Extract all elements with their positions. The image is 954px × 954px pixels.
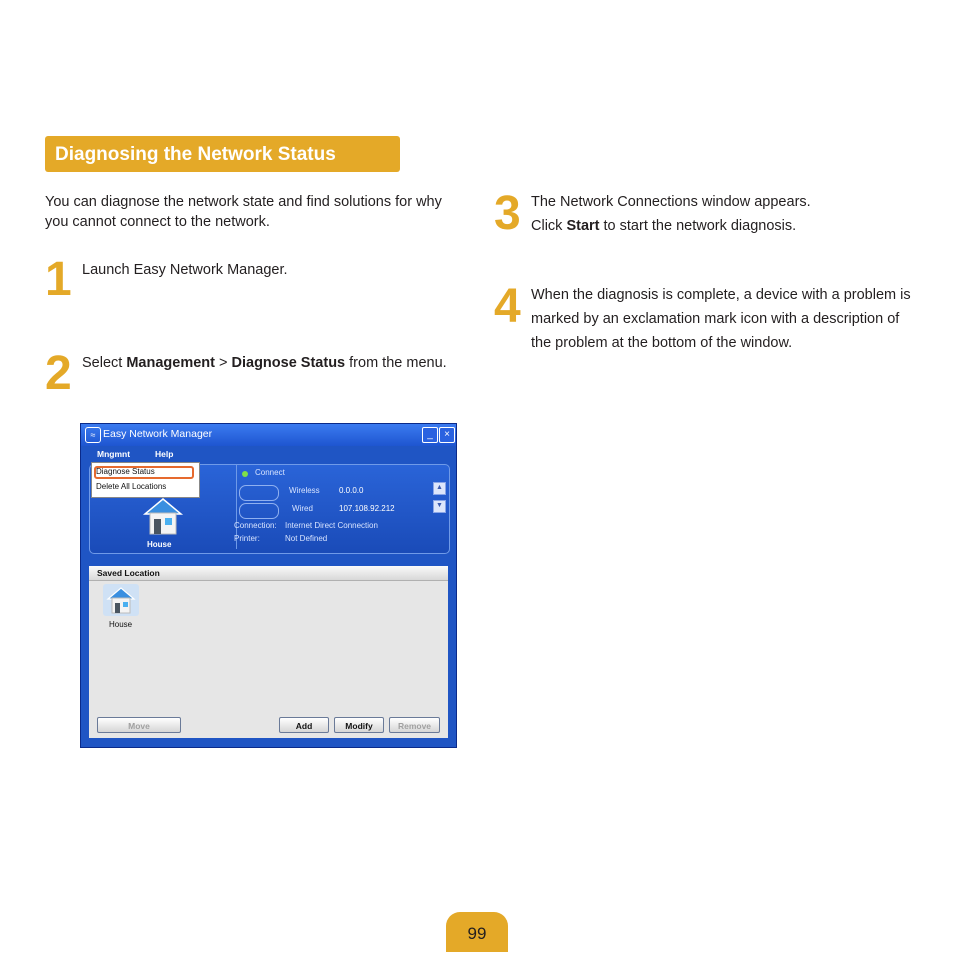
modify-button[interactable]: Modify: [334, 717, 384, 733]
connect-status-icon: [242, 471, 248, 477]
step-text-3: The Network Connections window appears. Click Start to start the network diagnosis.: [531, 194, 811, 234]
saved-location-header: [89, 566, 448, 581]
bold-term: Diagnose Status: [231, 355, 346, 371]
menu-item-delete-all-locations[interactable]: Delete All Locations: [96, 482, 167, 491]
current-location-label: House: [147, 540, 172, 549]
step-number-2: 2: [45, 347, 70, 400]
page-number: 99: [467, 924, 487, 943]
connection-label: Connection:: [234, 521, 277, 530]
title-bar: [81, 424, 456, 446]
wired-label: Wired: [292, 504, 313, 513]
step-text-4: When the diagnosis is complete, a device with a problem is marked by an exclamation mark icon with a description of the problem at the bottom of the window.: [531, 287, 911, 351]
bold-term: Start: [566, 218, 600, 234]
page-number-tab: [446, 912, 508, 952]
section-header: [45, 136, 400, 172]
remove-button[interactable]: Remove: [389, 717, 440, 733]
printer-label: Printer:: [234, 534, 260, 543]
saved-house-icon[interactable]: [103, 584, 139, 616]
easy-network-manager-window: [80, 423, 457, 748]
management-dropdown: [91, 462, 200, 498]
close-icon[interactable]: ×: [439, 427, 455, 443]
add-button[interactable]: Add: [279, 717, 329, 733]
minimize-icon[interactable]: _: [422, 427, 438, 443]
step-text-1: Launch Easy Network Manager.: [82, 262, 288, 278]
step-number-3: 3: [494, 187, 519, 240]
saved-location-panel: [89, 566, 448, 738]
connection-value: Internet Direct Connection: [285, 521, 378, 530]
saved-location-item-label: House: [109, 620, 133, 629]
saved-location-title: Saved Location: [97, 568, 160, 578]
wireless-label: Wireless: [289, 486, 320, 495]
scroll-down-icon[interactable]: ▼: [433, 500, 446, 513]
menu-mngmnt[interactable]: Mngmnt: [97, 449, 131, 459]
scroll-up-icon[interactable]: ▲: [433, 482, 446, 495]
house-icon: [141, 496, 185, 536]
step-number-1: 1: [45, 253, 70, 306]
bold-term: Management: [126, 355, 215, 371]
wired-icon: [239, 503, 279, 519]
menu-help[interactable]: Help: [155, 449, 174, 459]
window-title: Easy Network Manager: [103, 428, 213, 440]
intro-text: You can diagnose the network state and find solutions for why you cannot connect to the network.: [45, 194, 442, 230]
connect-label: Connect: [255, 468, 285, 477]
menu-bar: [81, 446, 456, 462]
wireless-icon: [239, 485, 279, 501]
wireless-value: 0.0.0.0: [339, 486, 364, 495]
wired-value: 107.108.92.212: [339, 504, 395, 513]
app-logo-icon: ≈: [85, 427, 101, 443]
step-number-4: 4: [494, 280, 519, 333]
step-text-2: Select Management > Diagnose Status from the menu.: [82, 355, 447, 371]
move-button[interactable]: Move: [97, 717, 181, 733]
menu-item-diagnose-status[interactable]: Diagnose Status: [96, 467, 155, 476]
printer-value: Not Defined: [285, 534, 328, 543]
section-title: Diagnosing the Network Status: [55, 144, 336, 165]
